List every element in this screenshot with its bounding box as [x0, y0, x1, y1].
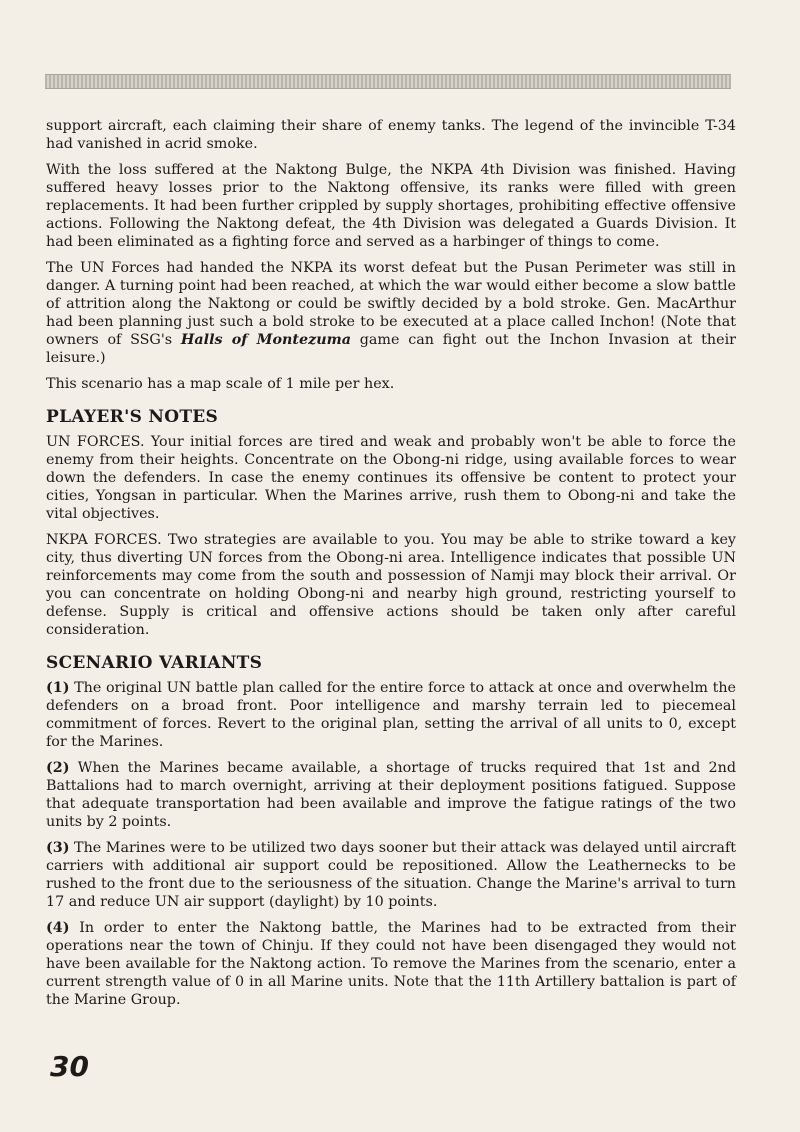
paragraph-tank-legend: support aircraft, each claiming their share of enemy tanks. The legend of the invincible T-34 had vanished in acrid smoke. [46, 118, 736, 152]
paragraph-turning-point [46, 259, 736, 367]
paragraph-4th-division: With the loss suffered at the Naktong Bulge, the NKPA 4th Division was finished. Having suffered heavy losses prior to the Naktong offensive, its ranks were filled with green replacements. It had been further crippled by supply shortages, prohibiting effective offensive actions. Following the Naktong defeat, the 4th Division was delegated a Guards Division. It had been eliminated as a fighting force and served as a harbinger of things to come. [46, 162, 736, 250]
variant-number: (1) [46, 680, 70, 696]
variant-text: In order to enter the Naktong battle, the Marines had to be extracted from their operations near the town of Chinju. If they could not have been disengaged they would not have been available for the Naktong action. To remove the Marines from the scenario, enter a current strength value of 0 in all Marine units. Note that the 11th Artillery battalion is part of the Marine Group. [46, 920, 736, 1008]
turning-point-text-end: game can fight out the Inchon Invasion at their leisure.) [46, 332, 737, 366]
variant-item [46, 919, 736, 1009]
variant-text: When the Marines became available, a shortage of trucks required that 1st and 2nd Battalions had to march overnight, arriving at their deployment positions fatigued. Suppose that adequate transportation had been available and improve the fatigue ratings of the two units by 2 points. [46, 760, 736, 830]
paragraph-nkpa-forces: NKPA FORCES. Two strategies are available to you. You may be able to strike toward a key city, thus diverting UN forces from the Obong-ni area. Intelligence indicates that possible UN reinforcements may come from the south and possession of Namji may block their arrival. Or you can concentrate on holding Obong-ni and nearby high ground, restricting yourself to defense. Supply is critical and offensive actions should be taken only after careful consideration. [46, 532, 736, 638]
variant-text: The Marines were to be utilized two days sooner but their attack was delayed until aircraft carriers with additional air support could be repositioned. Allow the Leathernecks to be rushed to the front due to the seriousness of the situation. Change the Marine's arrival to turn 17 and reduce UN air support (daylight) by 10 points. [46, 840, 736, 910]
page-content [46, 117, 736, 1017]
scenario-variants-heading: SCENARIO VARIANTS [46, 653, 263, 673]
paragraph-map-scale: This scenario has a map scale of 1 mile per hex. [46, 376, 395, 392]
turning-point-text: The UN Forces had handed the NKPA its worst defeat but the Pusan Perimeter was still in danger. A turning point had been reached, at which the war would either become a slow battle of attrition along the Naktong or could be swiftly decided by a bold stroke. Gen. MacArthur had been planning just such a bold stroke to be executed at a place called Inchon! (Note that owners of SSG's [46, 260, 736, 348]
page-number: 30 [50, 1050, 89, 1083]
variant-item [46, 759, 736, 831]
top-decorative-rule [45, 74, 731, 89]
paragraph-un-forces: UN FORCES. Your initial forces are tired and weak and probably won't be able to force the enemy from their heights. Concentrate on the Obong-ni ridge, using available forces to wear down the defenders. In case the enemy continues its offensive be content to protect your cities, Yongsan in particular. When the Marines arrive, rush them to Obong-ni and take the vital objectives. [46, 434, 736, 522]
variant-text: The original UN battle plan called for the entire force to attack at once and overwhelm the defenders on a broad front. Poor intelligence and marshy terrain led to piecemeal commitment of forces. Revert to the original plan, setting the arrival of all units to 0, except for the Marines. [46, 680, 736, 750]
game-title: Halls of Montezuma [180, 332, 351, 348]
variant-number: (2) [46, 760, 70, 776]
variant-item [46, 679, 736, 751]
variant-number: (3) [46, 840, 70, 856]
players-notes-heading: PLAYER'S NOTES [46, 407, 219, 427]
variant-item [46, 839, 736, 911]
variant-number: (4) [46, 920, 70, 936]
